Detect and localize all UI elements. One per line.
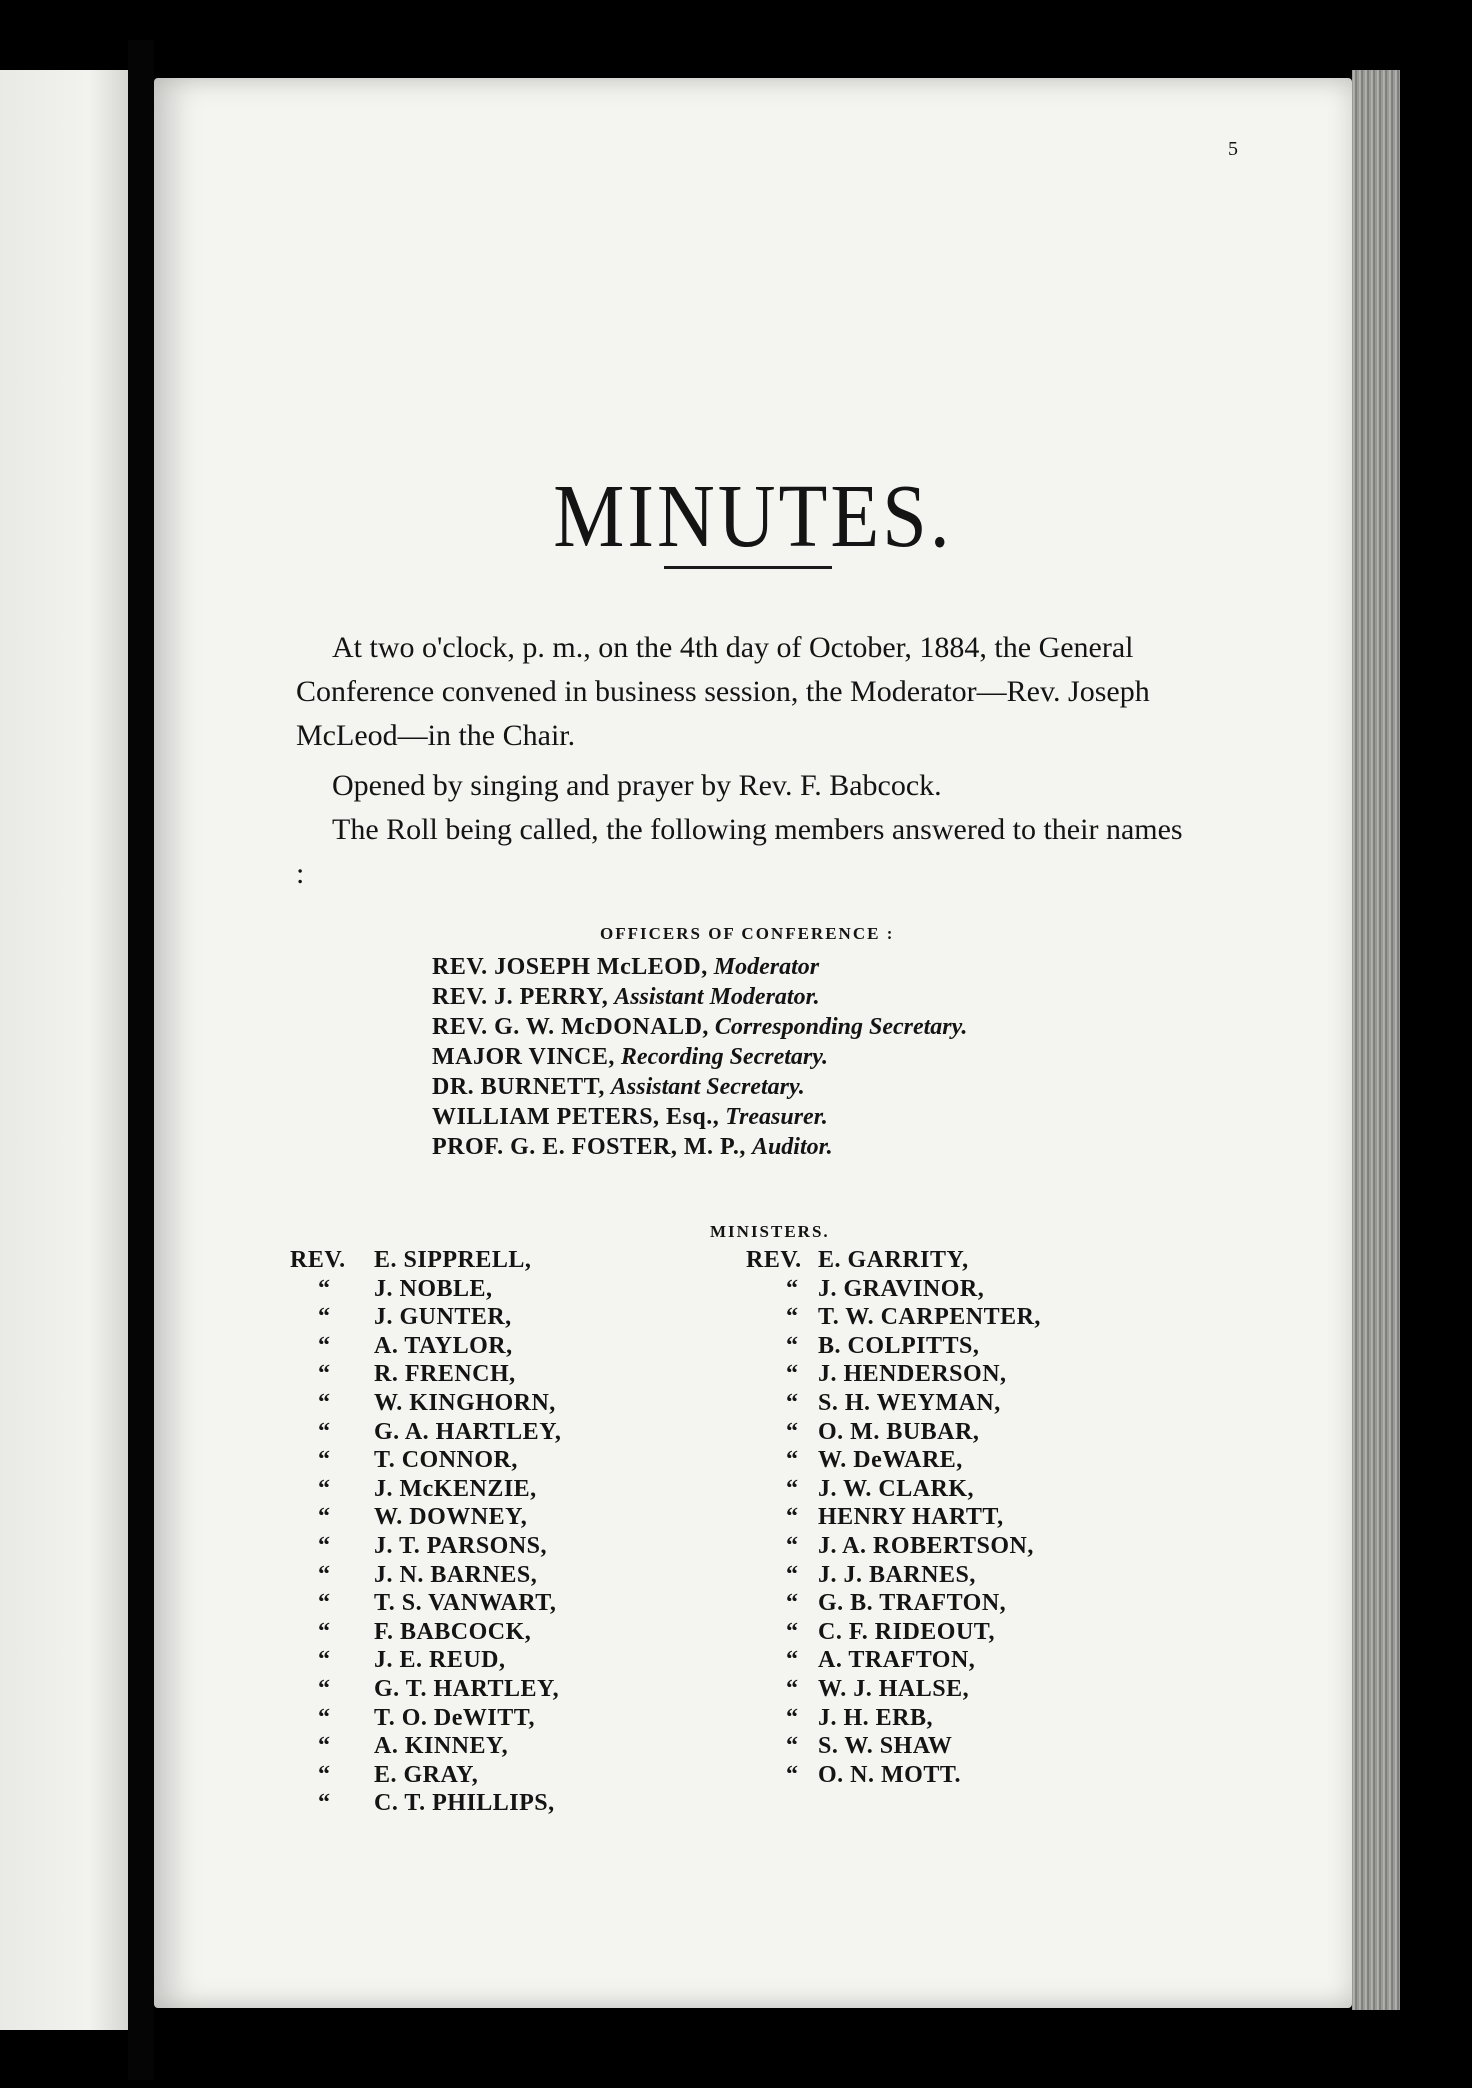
minister-entry [290, 1789, 561, 1818]
ministers-list-right [746, 1246, 1041, 1789]
minister-name: W. DOWNEY, [374, 1504, 528, 1531]
officer-name: PROF. G. E. FOSTER, M. P., [432, 1134, 746, 1160]
minister-entry [746, 1246, 1041, 1275]
officer-entry [432, 1012, 967, 1042]
minister-entry [746, 1704, 1041, 1733]
minister-prefix: “ [786, 1647, 799, 1674]
ministers-list-left [290, 1246, 561, 1818]
minister-name: J. McKENZIE, [374, 1475, 537, 1502]
minister-prefix: “ [786, 1447, 799, 1474]
minister-name: J. A. ROBERTSON, [818, 1532, 1034, 1559]
officer-name: DR. BURNETT, [432, 1074, 605, 1100]
title-rule [664, 566, 832, 569]
paragraph-text: At two o'clock, p. m., on the 4th day of October, 1884, the General Conference convened in business session, the Moderator—Rev. Joseph McLeod—in the Chair. [296, 631, 1150, 752]
minister-name: J. N. BARNES, [374, 1561, 538, 1588]
officer-entry [432, 1102, 967, 1132]
page-mark: 5 [1228, 138, 1238, 160]
minister-name: J. T. PARSONS, [374, 1532, 548, 1559]
minister-name: C. F. RIDEOUT, [818, 1618, 996, 1645]
minister-entry [746, 1275, 1041, 1304]
minister-prefix: “ [318, 1418, 331, 1445]
minister-prefix: “ [786, 1332, 799, 1359]
minister-prefix: “ [318, 1761, 331, 1788]
minister-entry [290, 1503, 561, 1532]
minister-prefix: “ [786, 1618, 799, 1645]
minister-name: W. DeWARE, [818, 1447, 963, 1474]
minister-prefix: “ [786, 1504, 799, 1531]
officers-list [432, 952, 967, 1162]
officer-role: Assistant Secretary. [610, 1074, 805, 1100]
minister-entry [746, 1446, 1041, 1475]
officer-name: WILLIAM PETERS, Esq., [432, 1104, 720, 1130]
minister-name: E. GARRITY, [818, 1247, 969, 1273]
officer-role: Corresponding Secretary. [714, 1014, 968, 1040]
officer-entry [432, 982, 967, 1012]
minister-entry [746, 1303, 1041, 1332]
minister-entry [746, 1418, 1041, 1447]
paragraph-prayer [296, 764, 1196, 808]
minister-prefix: “ [318, 1704, 331, 1731]
minister-entry [290, 1332, 561, 1361]
minister-name: J. J. BARNES, [818, 1561, 976, 1588]
minister-name: J. GRAVINOR, [818, 1275, 985, 1302]
minister-name: A. KINNEY, [374, 1733, 509, 1760]
minister-name: W. J. HALSE, [818, 1675, 970, 1702]
minister-name: T. O. DeWITT, [374, 1704, 535, 1731]
minister-entry [290, 1246, 561, 1275]
minister-prefix: “ [786, 1561, 799, 1588]
minister-name: G. A. HARTLEY, [374, 1418, 562, 1445]
minister-name: G. T. HARTLEY, [374, 1675, 560, 1702]
minister-prefix: “ [786, 1304, 799, 1331]
minister-prefix: “ [786, 1704, 799, 1731]
page-title: MINUTES. [553, 467, 953, 566]
minister-name: HENRY HARTT, [818, 1504, 1004, 1531]
minister-name: E. SIPPRELL, [374, 1247, 532, 1273]
minister-name: J. W. CLARK, [818, 1475, 975, 1502]
minister-prefix: “ [318, 1532, 331, 1559]
minister-prefix: “ [318, 1647, 331, 1674]
page-stack-edge [1352, 70, 1400, 2010]
minister-entry [290, 1675, 561, 1704]
minister-prefix: “ [318, 1733, 331, 1760]
minister-entry [746, 1589, 1041, 1618]
minister-name: F. BABCOCK, [374, 1618, 532, 1645]
minister-name: A. TAYLOR, [374, 1332, 513, 1359]
minister-prefix: “ [318, 1332, 331, 1359]
minister-name: C. T. PHILLIPS, [374, 1790, 555, 1817]
minister-entry [290, 1704, 561, 1733]
minister-name: J. H. ERB, [818, 1704, 934, 1731]
minister-entry [290, 1360, 561, 1389]
minister-name: W. KINGHORN, [374, 1389, 556, 1416]
officer-role: Recording Secretary. [620, 1044, 828, 1070]
paragraph-text: Opened by singing and prayer by Rev. F. Babcock. [332, 769, 942, 802]
officer-role: Auditor. [751, 1134, 833, 1160]
minister-entry [746, 1646, 1041, 1675]
minister-name: A. TRAFTON, [818, 1647, 976, 1674]
minister-entry [290, 1561, 561, 1590]
minister-entry [746, 1360, 1041, 1389]
minister-prefix: “ [786, 1733, 799, 1760]
minister-prefix: “ [786, 1590, 799, 1617]
minister-prefix: “ [318, 1675, 331, 1702]
minister-entry [746, 1532, 1041, 1561]
paragraph-roll [296, 808, 1196, 896]
minister-entry [290, 1389, 561, 1418]
officer-name: REV. JOSEPH McLEOD, [432, 954, 708, 980]
minister-name: O. M. BUBAR, [818, 1418, 980, 1445]
ministers-heading: MINISTERS. [710, 1222, 830, 1241]
minister-name: J. NOBLE, [374, 1275, 493, 1302]
minister-entry [290, 1646, 561, 1675]
minister-name: S. H. WEYMAN, [818, 1389, 1001, 1416]
minister-entry [746, 1675, 1041, 1704]
minister-prefix: “ [318, 1447, 331, 1474]
officer-entry [432, 952, 967, 982]
minister-prefix: “ [318, 1504, 331, 1531]
minister-name: R. FRENCH, [374, 1361, 516, 1388]
minister-name: O. N. MOTT. [818, 1761, 962, 1788]
minister-prefix: “ [786, 1532, 799, 1559]
minister-entry [290, 1532, 561, 1561]
minister-entry [746, 1332, 1041, 1361]
minister-entry [746, 1475, 1041, 1504]
minister-entry [290, 1418, 561, 1447]
minister-name: T. W. CARPENTER, [818, 1304, 1041, 1331]
minister-prefix: REV. [746, 1247, 802, 1273]
minister-prefix: “ [318, 1475, 331, 1502]
minister-entry [290, 1589, 561, 1618]
paragraph-text: The Roll being called, the following members answered to their names : [296, 813, 1183, 890]
minister-entry [290, 1618, 561, 1647]
minister-prefix: “ [318, 1304, 331, 1331]
minister-prefix: “ [786, 1475, 799, 1502]
minister-name: T. S. VANWART, [374, 1590, 557, 1617]
minister-prefix: “ [318, 1618, 331, 1645]
officer-role: Assistant Moderator. [614, 984, 820, 1010]
minister-entry [746, 1618, 1041, 1647]
minister-prefix: “ [318, 1275, 331, 1302]
minister-prefix: “ [786, 1675, 799, 1702]
minister-prefix: “ [786, 1418, 799, 1445]
officer-role: Moderator [713, 954, 820, 980]
officer-name: REV. G. W. McDONALD, [432, 1014, 709, 1040]
minister-name: G. B. TRAFTON, [818, 1590, 1007, 1617]
minister-prefix: “ [318, 1561, 331, 1588]
minister-name: S. W. SHAW [818, 1733, 953, 1760]
officer-entry [432, 1132, 967, 1162]
minister-entry [290, 1761, 561, 1790]
minister-entry [746, 1732, 1041, 1761]
minister-prefix: “ [786, 1389, 799, 1416]
minister-entry [290, 1275, 561, 1304]
minister-prefix: “ [786, 1761, 799, 1788]
minister-entry [290, 1303, 561, 1332]
minister-prefix: “ [318, 1590, 331, 1617]
paragraph-opening [296, 626, 1196, 758]
minister-prefix: “ [786, 1275, 799, 1302]
officer-entry [432, 1042, 967, 1072]
adjacent-page-edge [0, 70, 128, 2030]
officer-name: REV. J. PERRY, [432, 984, 609, 1010]
minister-entry [746, 1561, 1041, 1590]
minister-entry [290, 1732, 561, 1761]
officers-heading: OFFICERS OF CONFERENCE : [600, 924, 895, 943]
minister-prefix: “ [318, 1389, 331, 1416]
minister-name: J. E. REUD, [374, 1647, 506, 1674]
minister-prefix: REV. [290, 1247, 346, 1273]
minister-prefix: “ [318, 1790, 331, 1817]
minister-prefix: “ [318, 1361, 331, 1388]
minister-name: J. HENDERSON, [818, 1361, 1007, 1388]
minister-entry [290, 1475, 561, 1504]
minister-name: E. GRAY, [374, 1761, 479, 1788]
minister-name: J. GUNTER, [374, 1304, 512, 1331]
minister-entry [746, 1503, 1041, 1532]
book-gutter [128, 40, 154, 2080]
minister-entry [746, 1389, 1041, 1418]
officer-entry [432, 1072, 967, 1102]
minister-name: B. COLPITTS, [818, 1332, 980, 1359]
officer-role: Treasurer. [725, 1104, 828, 1130]
minister-name: T. CONNOR, [374, 1447, 518, 1474]
minister-prefix: “ [786, 1361, 799, 1388]
officer-name: MAJOR VINCE, [432, 1044, 615, 1070]
minister-entry [290, 1446, 561, 1475]
minister-entry [746, 1761, 1041, 1790]
